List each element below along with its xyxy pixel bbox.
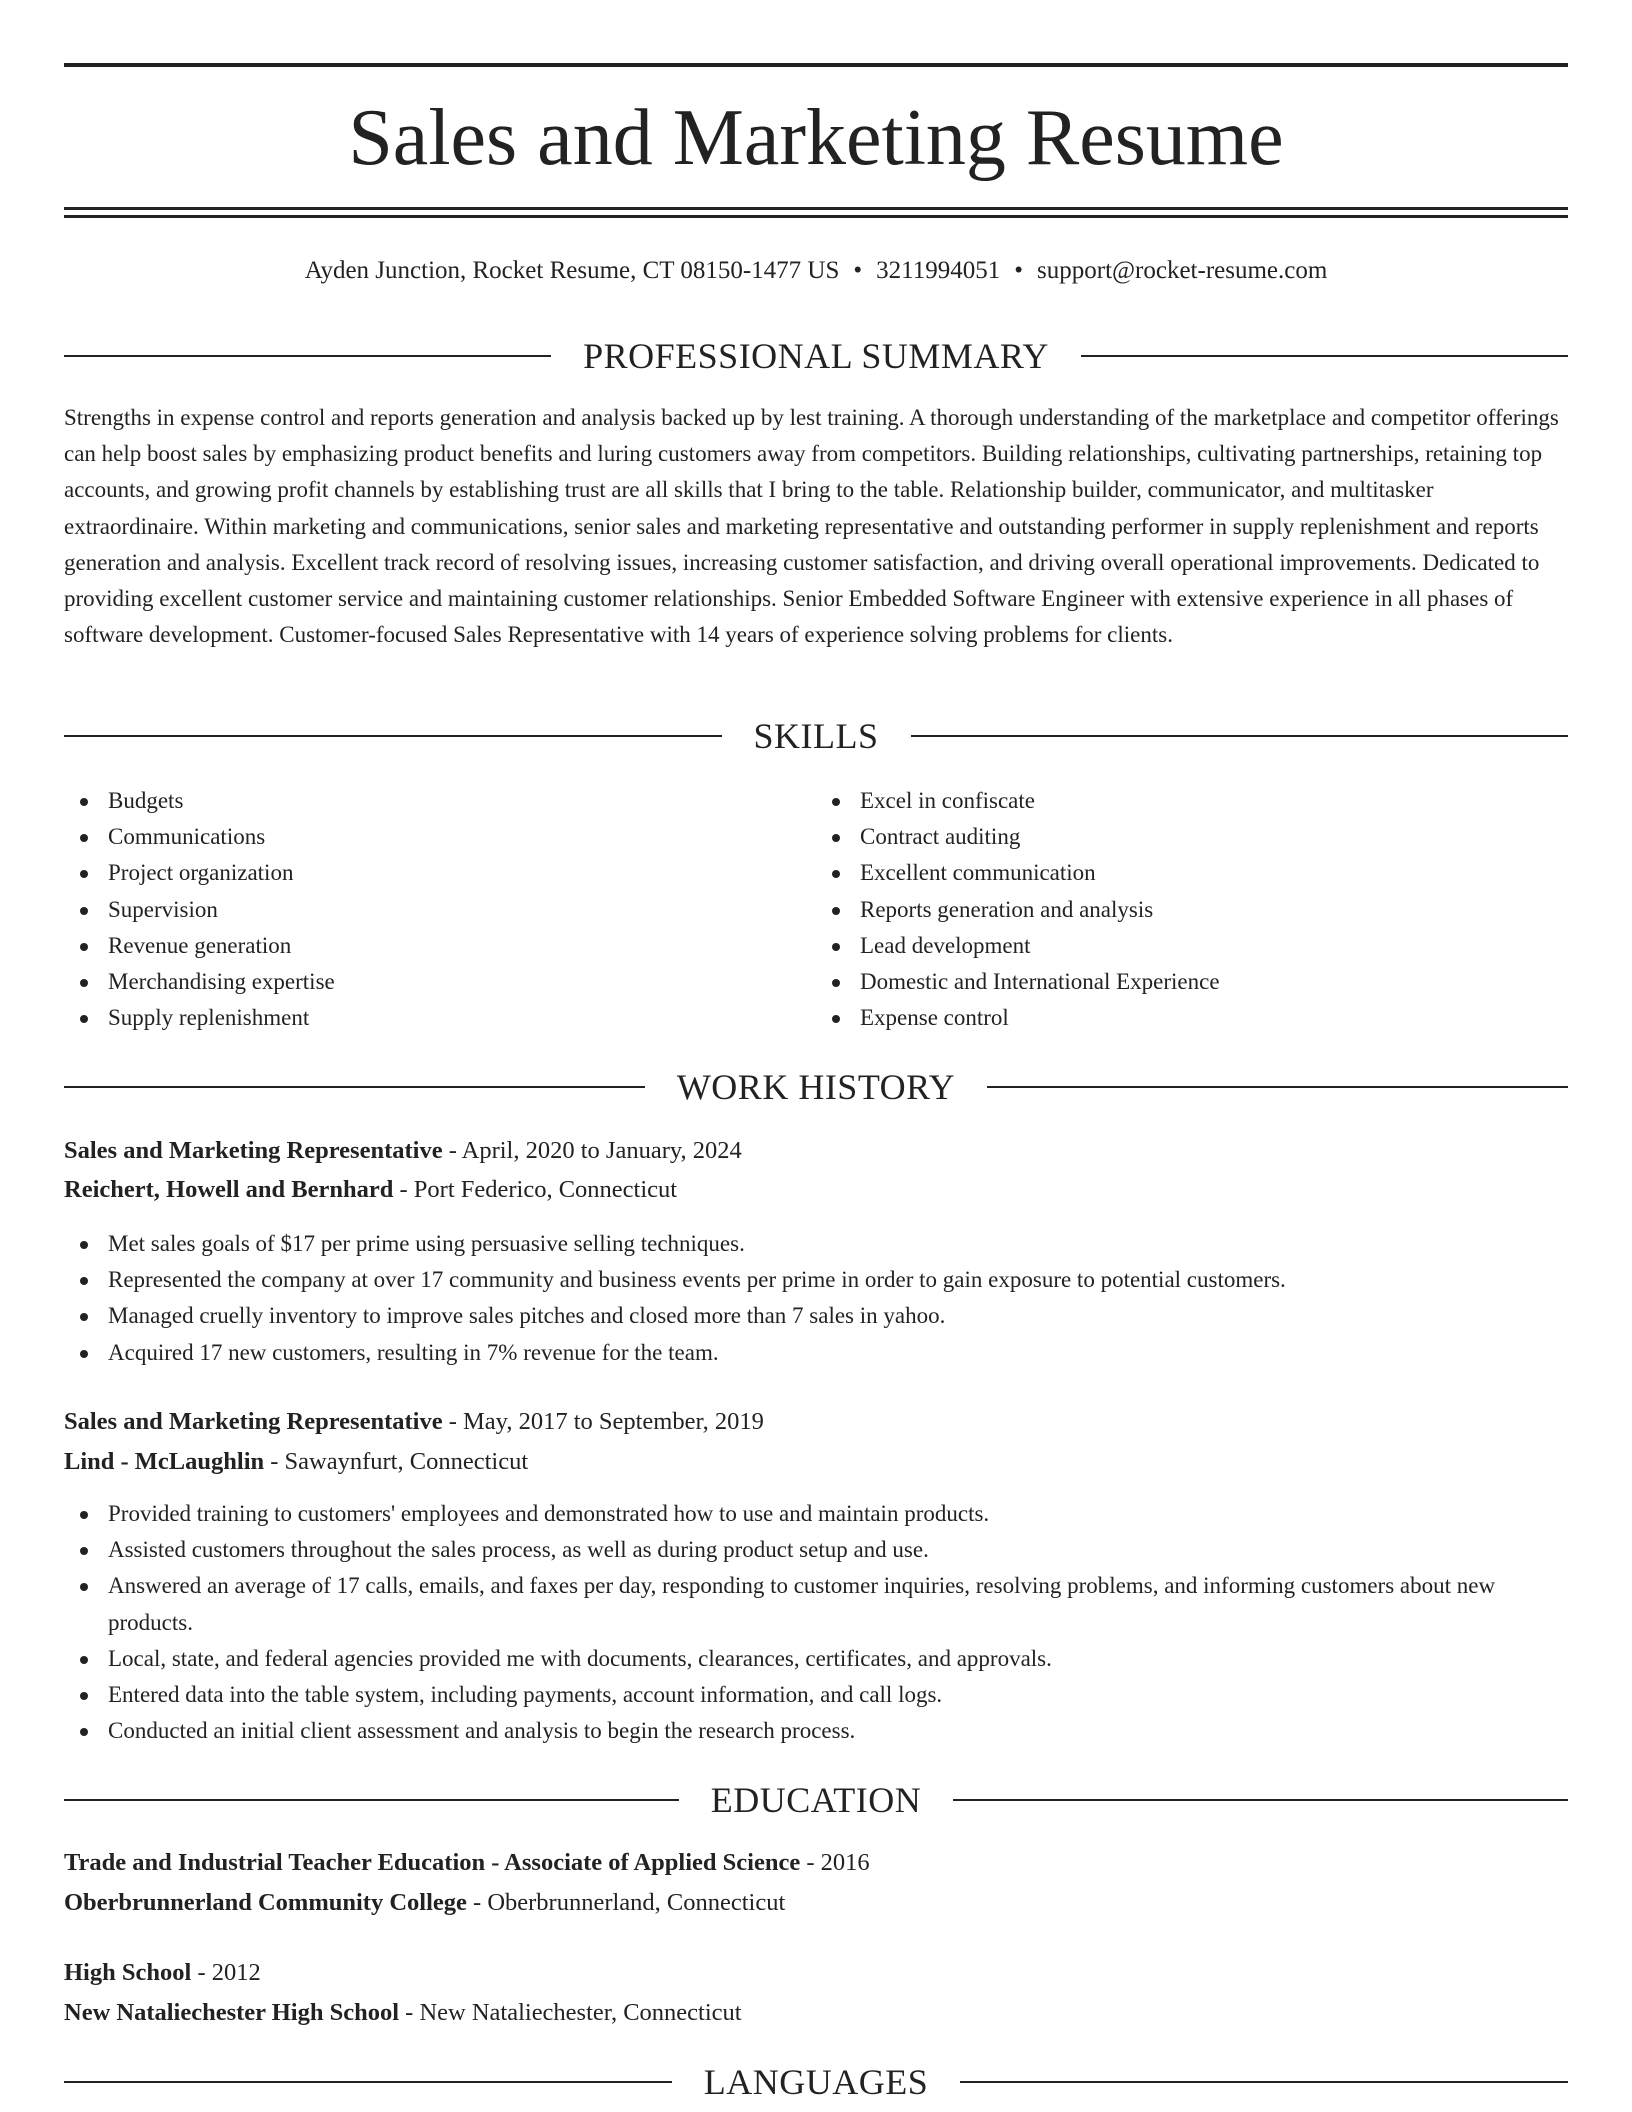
contact-line [64,254,1568,288]
education-year: - 2012 [191,1959,261,1986]
section-heading-summary [64,334,1568,378]
job-company-line [64,1444,1568,1480]
job-bullet: Local, state, and federal agencies provided me with documents, clearances, certificates, and approvals. [108,1641,1568,1677]
education-location: - New Nataliechester, Connecticut [399,1999,742,2026]
heading-rule [64,735,722,737]
skill-item: Excellent communication [860,855,1568,891]
heading-rule [987,1086,1568,1088]
heading-rule [64,1799,679,1801]
job-title-line [64,1133,1568,1169]
heading-rule [960,2081,1568,2083]
job-bullet: Answered an average of 17 calls, emails, and faxes per day, responding to customer inquiries, resolving problems, and informing customers about new products. [108,1568,1568,1640]
education-location: - Oberbrunnerland, Connecticut [466,1889,786,1916]
education-degree-line [64,1955,1568,1991]
job-bullet: Acquired 17 new customers, resulting in 7% revenue for the team. [108,1335,1568,1371]
job-company: Lind - McLaughlin [64,1448,265,1475]
job-bullets [64,1226,1568,1371]
job-bullet: Met sales goals of $17 per prime using persuasive selling techniques. [108,1226,1568,1262]
skill-item: Reports generation and analysis [860,892,1568,928]
skills-list [64,783,1568,1036]
section-heading-languages [64,2060,1568,2104]
job-dates: - May, 2017 to September, 2019 [442,1408,764,1435]
skill-item: Supervision [108,892,816,928]
contact-phone: 3211994051 [876,257,1001,284]
skill-item: Domestic and International Experience [860,964,1568,1000]
skill-item: Communications [108,819,816,855]
section-heading-work [64,1065,1568,1109]
education-degree-line [64,1845,1568,1881]
skill-item: Budgets [108,783,816,819]
job-company: Reichert, Howell and Bernhard [64,1176,394,1203]
job-location: - Port Federico, Connecticut [393,1176,678,1203]
section-label: PROFESSIONAL SUMMARY [583,336,1049,376]
skill-item: Excel in confiscate [860,783,1568,819]
heading-rule [64,355,551,357]
section-heading-skills [64,714,1568,758]
skills-column-right [816,783,1568,1036]
section-heading-education [64,1778,1568,1822]
skill-item: Supply replenishment [108,1000,816,1036]
section-label: LANGUAGES [703,2062,929,2102]
job-bullet: Conducted an initial client assessment and analysis to begin the research process. [108,1713,1568,1749]
heading-rule [953,1799,1568,1801]
skill-item: Lead development [860,928,1568,964]
job-role: Sales and Marketing Representative [64,1137,443,1164]
education-school-line [64,1885,1568,1921]
title-rule-upper [64,207,1568,210]
heading-rule [1081,355,1568,357]
skill-item: Contract auditing [860,819,1568,855]
job-bullet: Entered data into the table system, including payments, account information, and call logs. [108,1677,1568,1713]
skill-item: Revenue generation [108,928,816,964]
skills-column-left [64,783,816,1036]
job-location: - Sawaynfurt, Connecticut [264,1448,529,1475]
job-bullet: Assisted customers throughout the sales process, as well as during product setup and use. [108,1532,1568,1568]
skill-item: Project organization [108,855,816,891]
job-title-line [64,1404,1568,1440]
contact-separator: • [1014,257,1024,284]
education-year: - 2016 [800,1849,870,1876]
section-label: WORK HISTORY [676,1067,956,1107]
job-bullet: Provided training to customers' employees and demonstrated how to use and maintain products. [108,1496,1568,1532]
skill-item: Merchandising expertise [108,964,816,1000]
education-school: Oberbrunnerland Community College [64,1889,467,1916]
job-company-line [64,1172,1568,1208]
contact-email: support@rocket-resume.com [1037,257,1328,284]
section-label: EDUCATION [710,1780,922,1820]
heading-rule [64,1086,645,1088]
heading-rule [911,735,1569,737]
top-rule [64,63,1568,67]
job-bullet: Managed cruelly inventory to improve sales pitches and closed more than 7 sales in yahoo. [108,1298,1568,1334]
education-school: New Nataliechester High School [64,1999,400,2026]
resume-title: Sales and Marketing Resume [348,94,1284,182]
heading-rule [64,2081,672,2083]
education-degree: Trade and Industrial Teacher Education - Associate of Applied Science [64,1849,801,1876]
summary-text: Strengths in expense control and reports generation and analysis backed up by lest training. A thorough understanding of the marketplace and competitor offerings can help boost sales by emphasizing product benefits and luring customers away from competitors. Building relationships, cultivating partnerships, retaining top accounts, and growing profit channels by establishing trust are all skills that I bring to the table. Relationship builder, communicator, and multitasker extraordinaire. Within marketing and communications, senior sales and marketing representative and outstanding performer in supply replenishment and reports generation and analysis. Excellent track record of resolving issues, increasing customer satisfaction, and driving overall operational improvements. Dedicated to providing excellent customer service and maintaining customer relationships. Senior Embedded Software Engineer with extensive experience in all phases of software development. Customer-focused Sales Representative with 14 years of experience solving problems for clients. [64,405,1559,648]
education-degree: High School [64,1959,192,1986]
section-label: SKILLS [753,716,879,756]
contact-separator: • [853,257,863,284]
skill-item: Expense control [860,1000,1568,1036]
title-rule-lower [64,215,1568,218]
job-bullets [64,1496,1568,1749]
job-dates: - April, 2020 to January, 2024 [442,1137,742,1164]
contact-address: Ayden Junction, Rocket Resume, CT 08150-1477 US [304,257,840,284]
job-role: Sales and Marketing Representative [64,1408,443,1435]
job-bullet: Represented the company at over 17 community and business events per prime in order to gain exposure to potential customers. [108,1262,1568,1298]
education-school-line [64,1995,1568,2031]
